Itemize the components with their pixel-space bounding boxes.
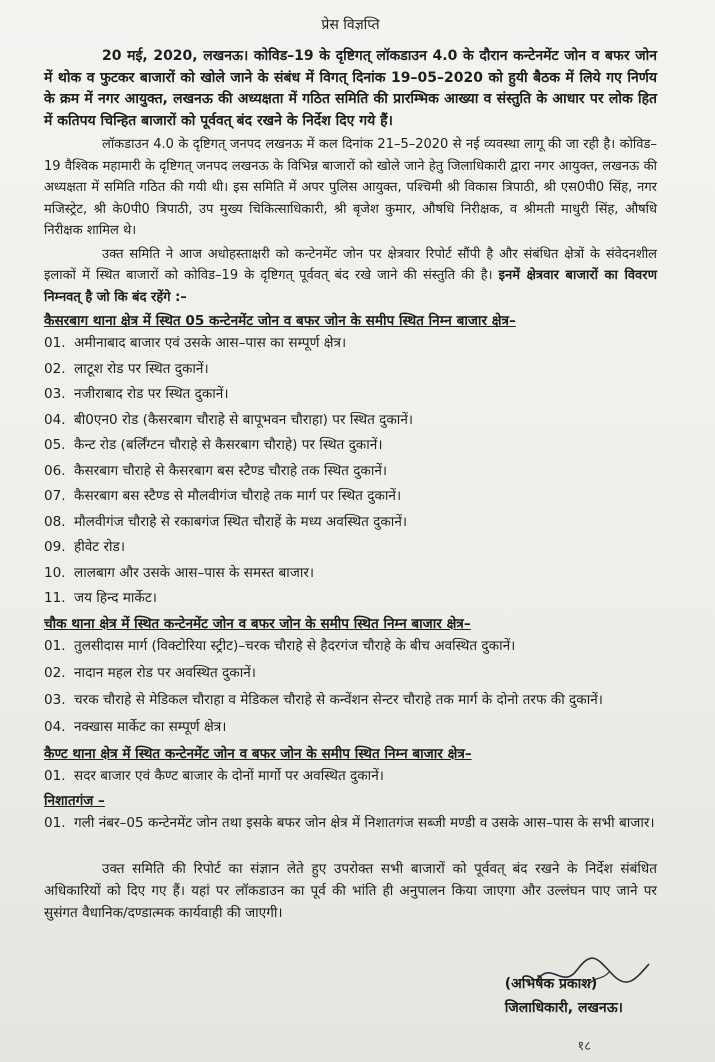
list-item-number: 01. [44,637,66,654]
list-item-text: बी0एन0 रोड (कैसरबाग चौराहे से बापूभवन चौराहा) पर स्थित दुकानें। [74,411,414,428]
list-item [44,587,657,609]
report-paragraph-bold: इनमें क्षेत्रवार बाजारों का विवरण निम्नवत् है जो कि बंद रहेंगे :– [44,268,657,305]
list-item [44,358,657,380]
handwritten-initials: १८ [577,1039,591,1054]
list-item-text: कैसरबाग चौराहे से कैसरबाग बस स्टैण्ड चौराहे तक स्थित दुकानें। [74,462,388,479]
section-heading: कैसरबाग थाना क्षेत्र में स्थित 05 कन्टेनमेंट जोन व बफर जोन के समीप स्थित निम्न बाजार क्षेत्र– [44,313,516,329]
list-item [44,460,657,482]
list-item [44,409,657,431]
market-list [44,635,657,738]
list-item-number: 03. [44,386,66,402]
page-title: प्रेस विज्ञप्ति [321,17,380,33]
list-item-number: 06. [44,462,66,479]
list-item [44,332,657,354]
list-item-text: कैसरबाग बस स्टैण्ड से मौलवीगंज चौराहे तक मार्ग पर स्थित दुकानें। [74,488,402,504]
section-heading: चौक थाना क्षेत्र में स्थित कन्टेनमेंट जोन व बफर जोन के समीप स्थित निम्न बाजार क्षेत्र– [44,615,471,632]
list-item [44,689,657,711]
list-item-number: 01. [44,815,66,831]
report-paragraph [44,244,657,309]
list-item-number: 11. [44,590,66,606]
list-item [44,536,657,558]
signature-block [505,972,623,1020]
market-list [44,332,657,609]
section-chowk [44,613,657,738]
list-item-number: 02. [44,664,66,681]
list-item-text: सदर बाजार एवं कैण्ट बाजार के दोनों मार्गो पर अवस्थित दुकानें। [74,767,384,784]
list-item-text: कैन्ट रोड (बर्लिंग्टन चौराहे से कैसरबाग चौराहे) पर स्थित दुकानें। [74,437,383,453]
intro-paragraph: 20 मई, 2020, लखनऊ। कोविड–19 के दृष्टिगत् लॉकडाउन 4.0 के दौरान कन्टेनमेंट जोन व बफर जोन में थोक व फुटकर बाजारों को खोले जाने के संबंध में विगत् दिनांक 19–05–2020 को हुयी बैठक में लिये गए निर्णय के क्रम में नगर आयुक्त, लखनऊ की अध्यक्षता में गठित समिति की प्रारम्भिक आख्या व संस्तुति के आधार पर लोक हित में कतिपय चिन्हित बाजारों को पूर्ववत् बंद रखने के निर्देश दिए गये हैं। [44,48,657,129]
list-item-number: 09. [44,539,66,555]
list-item-text: नादान महल रोड पर अवस्थित दुकानें। [74,664,256,681]
report-paragraph-text: उक्त समिति ने आज अधोहस्ताक्षरी को कन्टेनमेंट जोन पर क्षेत्रवार रिपोर्ट सौंपी है और संबंधित क्षेत्रों के संवेदनशील इलाकों में स्थित बाजारों को कोविड–19 के दृष्टिगत् पूर्ववत् बंद रखे जाने की संस्तुति की है। [44,246,657,283]
market-list [44,765,657,787]
section-kaiserbagh [44,310,657,609]
list-item-text: गली नंबर–05 कन्टेनमेंट जोन तथा इसके बफर जोन क्षेत्र में निशातगंज सब्जी मण्डी व उसके आस–पास के सभी बाजार। [74,815,655,831]
list-item-text: तुलसीदास मार्ग (विक्टोरिया स्ट्रीट)–चरक चौराहे से हैदरगंज चौराहे के बीच अवस्थित दुकानें। [74,637,516,654]
list-item [44,511,657,533]
closing-paragraph: उक्त समिति की रिपोर्ट का संज्ञान लेते हुए उपरोक्त सभी बाजारों को पूर्ववत् बंद रखने के निर्देश संबंधित अधिकारियों को दिए गए हैं। यहां पर लॉकडाउन का पूर्व की भांति ही अनुपालन किया जाएगा और उल्लंघन पाए जाने पर सुसंगत वैधानिक/दण्डात्मक कार्यवाही की जाएगी। [44,861,657,921]
signatory-name: (अभिषेक प्रकाश) [504,976,598,992]
section-nishatganj [44,790,657,834]
list-item-number: 03. [44,691,66,708]
list-item-number: 01. [44,335,66,351]
list-item [44,765,657,787]
list-item-text: नक्खास मार्केट का सम्पूर्ण क्षेत्र। [74,718,227,735]
list-item [44,716,657,738]
list-item-text: चरक चौराहे से मेडिकल चौराहा व मेडिकल चौराहे से कन्वेंशन सेन्टर चौराहे तक मार्ग के दोनो तरफ की दुकानें। [74,691,603,708]
section-cantt [44,743,657,787]
list-item [44,562,657,584]
list-item-text: हीवेट रोड। [74,539,125,555]
market-list [44,812,657,834]
list-item-number: 01. [44,767,66,784]
list-item-number: 02. [44,360,66,377]
list-item-text: नजीराबाद रोड पर स्थित दुकानें। [74,386,229,402]
list-item [44,434,657,456]
list-item-text: जय हिन्द मार्केट। [74,590,157,606]
section-heading: कैण्ट थाना क्षेत्र में स्थित कन्टेनमेंट जोन व बफर जोन के समीप स्थित निम्न बाजार क्षेत्र– [44,745,472,762]
committee-paragraph: लॉकडाउन 4.0 के दृष्टिगत् जनपद लखनऊ में कल दिनांक 21–5–2020 से नई व्यवस्था लागू की जा रही है। कोविड–19 वैश्विक महामारी के दृष्टिगत् जनपद लखनऊ के विभिन्न बाजारों को खोले जाने हेतु जिलाधिकारी द्वारा नगर आयुक्त, लखनऊ की अध्यक्षता में समिति गठित की गयी थी। इस समिति में अपर पुलिस आयुक्त, पश्चिमी श्री विकास त्रिपाठी, श्री एस0पी0 सिंह, नगर मजिस्ट्रेट, श्री के0पी0 त्रिपाठी, उप मुख्य चिकित्साधिकारी, श्री बृजेश कुमार, औषधि निरीक्षक, व श्रीमती माधुरी सिंह, औषधि निरीक्षक शामिल थे। [44,137,657,238]
list-item-number: 04. [44,411,66,428]
list-item [44,662,657,684]
list-item-number: 04. [44,718,66,735]
list-item-text: लाटूश रोड पर स्थित दुकानें। [74,360,209,377]
list-item-number: 05. [44,437,66,453]
list-item [44,635,657,657]
list-item-number: 10. [44,564,66,581]
section-heading: निशातगंज – [44,793,105,809]
list-item-text: लालबाग और उसके आस–पास के समस्त बाजार। [74,564,315,581]
list-item [44,383,657,405]
list-item [44,812,657,834]
list-item-number: 07. [44,488,66,504]
list-item-text: अमीनाबाद बाजार एवं उसके आस–पास का सम्पूर्ण क्षेत्र। [74,335,347,351]
signatory-title: जिलाधिकारी, लखनऊ। [504,1000,623,1016]
list-item-text: मौलवीगंज चौराहे से रकाबगंज स्थित चौराहें के मध्य अवस्थित दुकानें। [74,513,408,530]
list-item-number: 08. [44,513,66,530]
list-item [44,485,657,507]
